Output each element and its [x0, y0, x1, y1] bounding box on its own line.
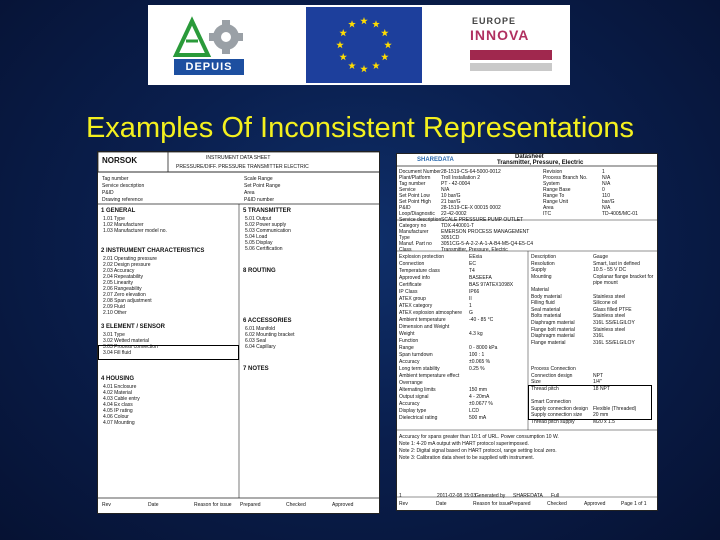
spec-value: 316L SS/ELGILOY	[593, 339, 635, 346]
europe-innova-bottom-text: INNOVA	[470, 27, 530, 43]
field-label: Set Point Range	[244, 183, 281, 189]
spec-label: Flange bolt material	[531, 326, 575, 333]
meta-value: 0	[602, 187, 605, 193]
meta-label: Range Base	[543, 187, 571, 193]
spec-value: -40 - 85 °C	[469, 317, 494, 323]
spec-label: Dielectrical rating	[399, 415, 438, 421]
footer-column: Approved	[584, 501, 606, 507]
footer-column: Reason for issue	[473, 501, 511, 507]
section-heading: 4 HOUSING	[101, 376, 135, 382]
spec-label: Dimension and Weight	[399, 324, 450, 330]
meta-label: Process Branch No.	[543, 175, 588, 181]
spec-label: Accuracy	[399, 401, 420, 407]
highlight-box	[98, 345, 239, 360]
section-heading: 8 ROUTING	[243, 268, 276, 274]
note-line: Note 1: 4-20 mA output with HART protocol superimposed.	[399, 441, 529, 447]
spec-value: 10.5 - 55 V DC	[593, 267, 627, 274]
footer-column: Rev	[102, 502, 111, 508]
spec-label: Output signal	[399, 394, 429, 400]
meta-label: ITC	[543, 211, 552, 217]
spec-label: Thread pitch supply	[531, 419, 575, 425]
spec-label: Display type	[399, 408, 427, 414]
meta-value: 10 bar/G	[441, 193, 461, 199]
meta-label: Loop/Diagnostic	[399, 211, 435, 217]
spec-label: Seal material	[531, 306, 561, 313]
row-label: 5.04 Load	[245, 234, 268, 240]
footer-value: 1	[399, 493, 402, 499]
meta-label: System	[543, 181, 560, 187]
footer-column: Approved	[332, 502, 354, 508]
row-label: 2.08 Span adjustment	[103, 298, 152, 304]
meta-label: Set Point Low	[399, 193, 430, 199]
depuis-mark-icon	[170, 15, 254, 59]
spec-value: Gauge	[593, 254, 609, 260]
ident-label: Manuf. Part no	[399, 241, 432, 247]
meta-value: 110	[602, 193, 610, 199]
ident-value: TDX-440001-T	[441, 223, 475, 229]
field-label: Scale Range	[244, 176, 273, 182]
row-label: 4.05 IP rating	[103, 408, 133, 414]
spec-label: Approved info	[399, 275, 430, 281]
ident-label: Type	[399, 235, 410, 241]
row-label: 1.01 Type	[103, 216, 125, 222]
spec-value: EC	[469, 261, 476, 267]
spec-value: G	[469, 310, 473, 316]
ident-value: Transmitter, Pressure, Electric	[441, 247, 508, 253]
spec-value: EExia	[469, 254, 483, 260]
row-label: 2.07 Zero elevation	[103, 292, 146, 298]
spec-label: Weight	[399, 331, 415, 337]
ident-value: 3051CG-5-A-2-2-A-1-A-B4-M5-Q4-E5-C4	[441, 241, 533, 247]
row-label: 5.05 Display	[245, 240, 273, 246]
meta-value: SCALE PRESSURE PUMP OUTLET	[441, 217, 524, 223]
row-label: 2.03 Accuracy	[103, 268, 135, 274]
section-heading: 1 GENERAL	[101, 208, 136, 214]
ident-label: Class	[399, 247, 412, 253]
spec-value: Silicone oil	[593, 300, 617, 307]
spec-label: Bolts material	[531, 313, 562, 320]
spec-value: LCD	[469, 408, 480, 414]
row-label: 5.06 Certification	[245, 246, 283, 252]
footer-column: Prepared	[510, 501, 531, 507]
depuis-logo	[162, 11, 262, 79]
field-label: P&ID number	[244, 197, 275, 203]
meta-value: 28-1519-CE-X 00015 0002	[441, 205, 501, 211]
meta-value: TD-4005/MC-01	[602, 211, 638, 217]
footer-column: Date	[148, 502, 159, 508]
spec-label: Diaphragm material	[531, 320, 575, 326]
spec-label: Smart Connection	[531, 399, 572, 406]
meta-value: bar/G	[602, 199, 615, 205]
row-label: 5.03 Communication	[245, 228, 291, 234]
ident-value: EMERSON PROCESS MANAGEMENT	[441, 229, 530, 235]
spec-label: Temperature class	[399, 268, 440, 274]
spec-value: Stainless steel	[593, 313, 626, 320]
spec-value: 100 : 1	[469, 352, 485, 358]
spec-label: Ambient temperature	[399, 317, 446, 323]
meta-value: Troll Installation 2	[441, 175, 480, 181]
spec-label: Certificate	[399, 282, 422, 288]
spec-value: Smart, last in defined	[593, 260, 640, 267]
spec-label: Description	[531, 254, 557, 260]
field-label: Area	[244, 190, 255, 196]
spec-value: 0.25 %	[469, 366, 485, 372]
note-line: Note 2: Digital signal based on HART protocol, range setting local zero.	[399, 448, 557, 454]
meta-value: N/A	[602, 205, 611, 211]
meta-label: Document Number	[399, 169, 441, 175]
spec-label: Long term stability	[399, 366, 440, 372]
footer-column: Checked	[547, 501, 567, 507]
spec-value: Flexible (Threaded)	[593, 405, 637, 412]
footer-column: Rev	[399, 501, 408, 507]
row-label: 5.02 Power supply	[245, 222, 287, 228]
spec-value: NPT	[593, 372, 603, 379]
section-heading: 3 ELEMENT / SENSOR	[101, 324, 166, 330]
meta-value: N/A	[602, 175, 611, 181]
row-label: 6.02 Mounting bracket	[245, 332, 295, 338]
row-label: 4.07 Mounting	[103, 420, 135, 426]
row-label: 2.10 Other	[103, 310, 127, 316]
spec-label: Flange material	[531, 339, 566, 346]
section-heading: 5 TRANSMITTER	[243, 208, 291, 214]
row-label: 1.03 Manufacturer model no.	[103, 228, 167, 234]
row-label: 3.01 Type	[103, 332, 125, 338]
spec-label: Span turndown	[399, 352, 433, 358]
meta-value: 1	[602, 169, 605, 175]
spec-label: Supply	[531, 267, 547, 274]
highlight-box	[528, 385, 652, 420]
spec-label: Connection design	[531, 372, 573, 379]
meta-label: Service description	[399, 217, 442, 223]
spec-value: 4 - 20mA	[469, 394, 490, 400]
meta-label: Range To	[543, 193, 565, 199]
ident-label: Manufacturer	[399, 229, 429, 235]
norsok-datasheet	[97, 151, 380, 514]
spec-value: M20 x 1.5	[593, 419, 615, 425]
spec-value: II	[469, 296, 472, 302]
spec-label: Body material	[531, 293, 562, 300]
spec-label: Ambient temperature effect	[399, 373, 460, 379]
meta-label: Area	[543, 205, 554, 211]
spec-value: T4	[469, 268, 475, 274]
footer-value: SHAREDATA	[513, 493, 543, 499]
row-label: 6.03 Seal	[245, 338, 267, 344]
note-line: Note 3: Calibration data sheet to be supplied with instrument.	[399, 455, 535, 461]
depuis-wordmark: DEPUIS	[174, 59, 244, 75]
spec-label: Mounting	[531, 273, 552, 280]
eu-flag-icon	[306, 7, 422, 83]
spec-value: pipe mount	[593, 280, 618, 287]
row-label: 3.04 Fill fluid	[103, 350, 132, 356]
spec-value: Coplanar flange bracket for	[593, 273, 654, 280]
spec-label: Thread pitch	[531, 386, 559, 392]
row-label: 3.03 Process connection	[103, 344, 158, 350]
spec-label: Explosion protection	[399, 254, 445, 260]
note-line: Accuracy for spans greater than 10:1 of URL. Power consumption 10 W.	[399, 434, 559, 440]
spec-label: Overrange	[399, 380, 423, 386]
norsok-header-sub: PRESSURE/DIFF. PRESSURE TRANSMITTER ELECTRIC	[176, 164, 309, 170]
spec-label: Diaphragm material	[531, 333, 575, 340]
meta-value: 28-1519-CS-64-5000-0012	[441, 169, 501, 175]
section-heading: 7 NOTES	[243, 366, 269, 372]
spec-label: ATEX category	[399, 303, 433, 309]
europe-innova-bar	[470, 50, 552, 60]
field-label: P&ID	[102, 190, 114, 196]
spec-value: BASEEFA	[469, 275, 492, 281]
spec-value: 0 - 8000 kPa	[469, 345, 498, 351]
row-label: 2.05 Linearity	[103, 280, 134, 286]
europe-innova-logo	[466, 10, 556, 80]
footer-column: Checked	[286, 502, 306, 508]
spec-value: 18 NPT	[593, 386, 610, 392]
footer-value: 2011-02-08 15:03	[437, 493, 477, 499]
section-heading: 2 INSTRUMENT CHARACTERISTICS	[101, 248, 205, 254]
spec-label: Supply connection size	[531, 412, 583, 419]
spec-label: ATEX group	[399, 296, 426, 302]
spec-label: Function	[399, 338, 419, 344]
spec-label: ATEX explosion atmosphere	[399, 310, 462, 316]
meta-label: P&ID	[399, 205, 411, 211]
field-label: Tag number	[102, 176, 129, 182]
spec-value: 1	[469, 303, 472, 309]
row-label: 2.01 Operating pressure	[103, 256, 157, 262]
spec-value: IP66	[469, 289, 480, 295]
footer-value: Generated by	[475, 493, 506, 499]
spec-label: Filling fluid	[531, 300, 555, 307]
sharedata-header-title: Datasheet	[515, 154, 544, 160]
footer-column: Reason for issue	[194, 502, 232, 508]
spec-label: Material	[531, 287, 549, 293]
spec-label: Range	[399, 345, 414, 351]
logo-strip	[148, 5, 570, 85]
spec-value: 1/4"	[593, 379, 602, 386]
spec-label: Connection	[399, 261, 425, 267]
europe-innova-bar-grey	[470, 63, 552, 71]
row-label: 6.04 Capillary	[245, 344, 276, 350]
spec-value: Stainless steel	[593, 293, 626, 300]
row-label: 1.02 Manufacturer	[103, 222, 144, 228]
sharedata-header-sub: Transmitter, Pressure, Electric	[497, 160, 584, 166]
field-label: Service description	[102, 183, 145, 189]
spec-value: ±0.0677 %	[469, 401, 493, 407]
meta-value: 21 bar/G	[441, 199, 461, 205]
row-label: 4.04 Ex class	[103, 402, 133, 408]
meta-label: Range Unit	[543, 199, 569, 205]
spec-value: 4.3 kg	[469, 331, 483, 337]
row-label: 2.09 Fluid	[103, 304, 125, 310]
section-heading: 6 ACCESSORIES	[243, 318, 292, 324]
meta-label: Revision	[543, 169, 563, 175]
row-label: 5.01 Output	[245, 216, 272, 222]
row-label: 6.01 Manifold	[245, 326, 276, 332]
row-label: 4.02 Material	[103, 390, 132, 396]
spec-value: BAS 97ATEX1098X	[469, 282, 514, 288]
row-label: 2.04 Repeatability	[103, 274, 144, 280]
spec-value: 316L SS/ELGILOY	[593, 320, 635, 326]
row-label: 4.01 Enclosure	[103, 384, 137, 390]
row-label: 2.02 Design pressure	[103, 262, 151, 268]
ident-value: 3051CD	[441, 235, 460, 241]
meta-value: PT - 42-0004	[441, 181, 471, 187]
row-label: 3.02 Wetted material	[103, 338, 150, 344]
spec-label: Process Connection	[531, 366, 576, 373]
footer-column: Prepared	[240, 502, 261, 508]
field-label: Drawing reference	[102, 197, 143, 203]
ident-label: Category no	[399, 223, 427, 229]
spec-label: Alternating limits	[399, 387, 436, 393]
slide-title: Examples Of Inconsistent Representations	[85, 112, 635, 144]
meta-label: Service	[399, 187, 416, 193]
spec-value: Glass filled PTFE	[593, 306, 632, 313]
footer-column: Page 1 of 1	[621, 501, 647, 507]
spec-value: 150 mm	[469, 387, 488, 393]
meta-value: N/A	[441, 187, 450, 193]
meta-label: Tag number	[399, 181, 426, 187]
europe-innova-top-text: EUROPE	[472, 16, 517, 26]
footer-value: Full	[551, 493, 560, 499]
meta-value: 22-42-0002	[441, 211, 467, 217]
spec-value: 20 mm	[593, 412, 609, 419]
meta-label: Plant/Platform	[399, 175, 431, 181]
spec-value: ±0.065 %	[469, 359, 491, 365]
meta-label: Set Point High	[399, 199, 431, 205]
norsok-brand: NORSOK	[102, 156, 138, 165]
row-label: 2.06 Rangeability	[103, 286, 142, 292]
meta-value: N/A	[602, 181, 611, 187]
sharedata-brand: SHAREDATA	[417, 157, 454, 163]
spec-label: Size	[531, 379, 541, 386]
spec-value: 316L	[593, 333, 605, 340]
row-label: 4.06 Colour	[103, 414, 129, 420]
row-label: 4.03 Cable entry	[103, 396, 140, 402]
norsok-header-title: INSTRUMENT DATA SHEET	[206, 155, 271, 161]
norsok-grid	[98, 152, 380, 514]
spec-value: 500 mA	[469, 415, 487, 421]
footer-column: Date	[436, 501, 447, 507]
spec-label: Resolution	[531, 260, 555, 267]
sharedata-datasheet	[396, 153, 658, 511]
spec-value: Stainless steel	[593, 326, 626, 333]
spec-label: Supply connection design	[531, 405, 588, 412]
spec-label: Accuracy	[399, 359, 420, 365]
spec-label: IP Class	[399, 289, 418, 295]
